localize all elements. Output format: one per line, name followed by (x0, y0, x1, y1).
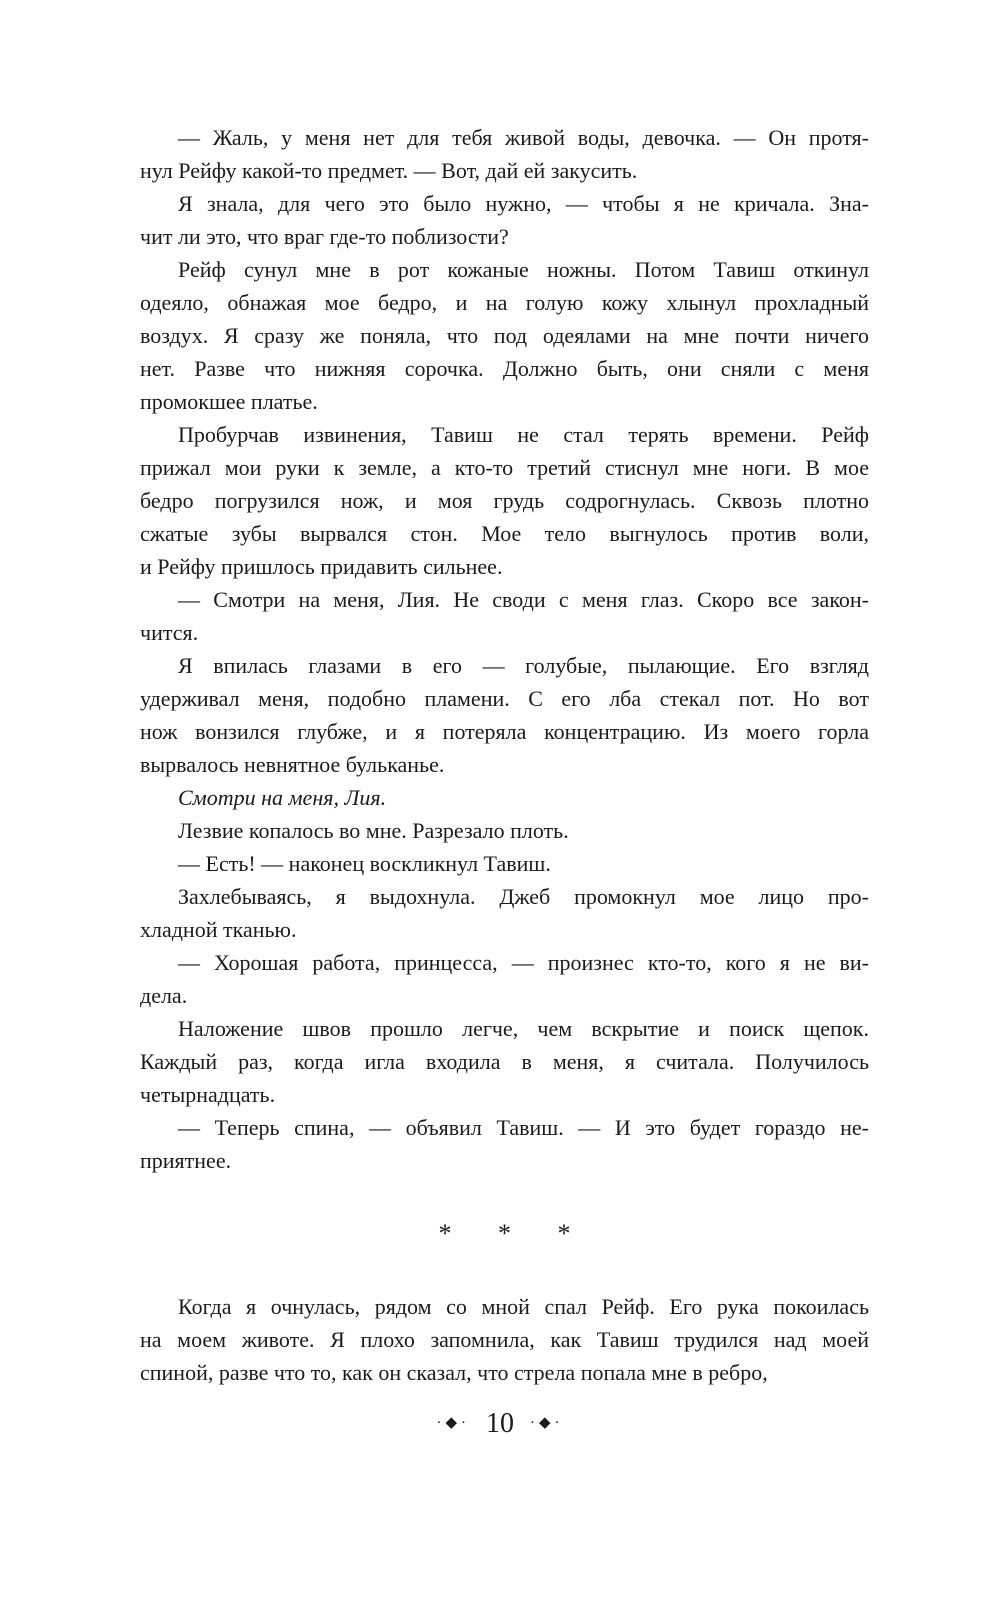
text-line: промокшее платье. (140, 389, 318, 414)
text-line: прижал мои руки к земле, а кто-то третий стиснул мне ноги. В мое (140, 455, 869, 480)
paragraph (140, 946, 869, 1012)
diamond-ornament-right: ·◆· (530, 1414, 564, 1431)
diamond-ornament-left: ·◆· (436, 1414, 470, 1431)
text-line: на моем животе. Я плохо запомнила, как Тавиш трудился над моей (140, 1327, 869, 1352)
text-line: — Теперь спина, — объявил Тавиш. — И это будет гораздо не- (178, 1115, 869, 1140)
text-line: дела. (140, 983, 188, 1008)
page-number: 10 (486, 1408, 514, 1439)
text-line: Рейф сунул мне в рот кожаные ножны. Потом Тавиш откинул (178, 257, 869, 282)
text-line: сжатые зубы вырвался стон. Мое тело выгнулось против воли, (140, 521, 869, 546)
text-line: Я впилась глазами в его — голубые, пылающие. Его взгляд (178, 653, 869, 678)
text-line: Наложение швов прошло легче, чем вскрытие и поиск щепок. (178, 1016, 869, 1041)
text-line: и Рейфу пришлось придавить сильнее. (140, 554, 503, 579)
paragraph (140, 1290, 869, 1389)
paragraph (140, 187, 869, 253)
paragraph (140, 847, 869, 880)
text-line: четырнадцать. (140, 1082, 276, 1107)
paragraph (140, 781, 869, 814)
paragraph (140, 121, 869, 187)
text-line: — Есть! — наконец воскликнул Тавиш. (178, 851, 551, 876)
text-line: удерживал меня, подобно пламени. С его лба стекал пот. Но вот (140, 686, 869, 711)
text-line: Захлебываясь, я выдохнула. Джеб промокнул мое лицо про- (178, 884, 869, 909)
text-line: чит ли это, что враг где-то поблизости? (140, 224, 509, 249)
paragraph (140, 814, 869, 847)
text-line: Пробурчав извинения, Тавиш не стал терять времени. Рейф (178, 422, 869, 447)
text-line: — Хорошая работа, принцесса, — произнес кто-то, кого я не ви- (178, 950, 869, 975)
text-line: воздух. Я сразу же поняла, что под одеялами на мне почти ничего (140, 323, 869, 348)
text-line: Лезвие копалось во мне. Разрезало плоть. (178, 818, 569, 843)
text-line: Смотри на меня, Лия. (178, 785, 387, 810)
text-line: — Жаль, у меня нет для тебя живой воды, девочка. — Он протя- (178, 125, 869, 150)
text-line: — Смотри на меня, Лия. Не своди с меня глаз. Скоро все закон- (178, 587, 869, 612)
text-line: Каждый раз, когда игла входила в меня, я считала. Получилось (140, 1049, 869, 1074)
paragraph (140, 583, 869, 649)
text-line: хладной тканью. (140, 917, 297, 942)
paragraph (140, 1111, 869, 1177)
paragraph (140, 418, 869, 583)
paragraph (140, 253, 869, 418)
text-line: Я знала, для чего это было нужно, — чтобы я не кричала. Зна- (178, 191, 869, 216)
text-line: спиной, разве что то, как он сказал, что стрела попала мне в ребро, (140, 1360, 768, 1385)
text-line: одеяло, обнажая мое бедро, и на голую кожу хлынул прохладный (140, 290, 869, 315)
paragraph (140, 1012, 869, 1111)
text-line: Когда я очнулась, рядом со мной спал Рейф. Его рука покоилась (178, 1294, 869, 1319)
section-separator: * * * (438, 1219, 591, 1248)
paragraph (140, 649, 869, 781)
text-line: приятнее. (140, 1148, 232, 1173)
text-line: чится. (140, 620, 199, 645)
text-line: вырвалось невнятное бульканье. (140, 752, 445, 777)
paragraph (140, 880, 869, 946)
text-line: нул Рейфу какой-то предмет. — Вот, дай ей закусить. (140, 158, 638, 183)
page-text (140, 121, 869, 1389)
text-line: нож вонзился глубже, и я потеряла концентрацию. Из моего горла (140, 719, 869, 744)
text-line: нет. Разве что нижняя сорочка. Должно быть, они сняли с меня (140, 356, 869, 381)
page-footer (0, 1410, 1000, 1438)
text-line: бедро погрузился нож, и моя грудь содрогнулась. Сквозь плотно (140, 488, 869, 513)
